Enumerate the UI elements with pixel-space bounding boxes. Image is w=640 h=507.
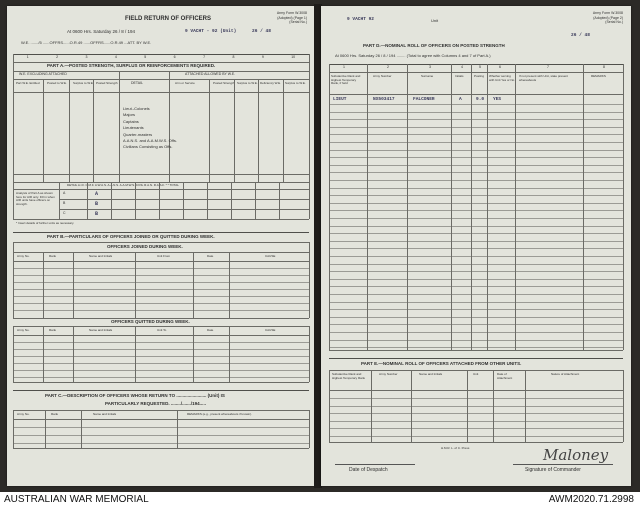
rule [13,219,309,220]
roll-row-line [329,309,623,310]
attached-allowed: ATTACHED ALLOWED BY W.E. [185,72,236,76]
rule [111,182,112,219]
hdr-surplus-2: Surplus to W.E. [237,81,258,85]
rule [13,232,309,233]
rule [13,363,309,364]
part-e-col-name: Name and Initials [419,372,443,376]
roll-row-line [329,271,623,272]
rule [159,182,160,219]
entry-initials: A [459,97,462,102]
roll-row-line [329,226,623,227]
rank-item: Lieutenants [123,125,144,131]
roll-row-line [329,332,623,333]
rule [93,79,94,182]
hdr-posted-strength: Posted Strength [96,81,118,85]
form-id-line-2: (Adopted) (Page 1) [277,15,307,20]
rule [43,79,44,182]
rule [13,182,14,219]
roll-row-line [329,150,623,151]
part-a-title: PART A.—POSTED STRENGTH, SURPLUS OR REINFORCEMENTS REQUIRED. [47,63,216,68]
hdr-surplus: Surplus to W.E. [73,81,94,85]
rule [13,289,309,290]
part-e-col-army-number: Army Number [379,372,398,376]
rule [13,54,14,182]
col-remarks: REMARKS [591,74,606,78]
part-d-date-line: At 0600 Hrs. Saturday 26 / 8 / 194 ........ (Total to agree with Columns 4 and 7 of Part A.) [335,53,491,58]
roll-row-line [329,203,623,204]
despatch-date-label: Date of Despatch [349,467,388,473]
part-b-title: PART B.—PARTICULARS OF OFFICERS JOINED OR QUITTED DURING WEEK. [47,234,215,239]
commander-signature: Maloney [543,446,609,464]
right-unit-label: Unit [431,18,439,23]
rule [309,54,310,182]
rule [229,326,230,382]
entry-rank: LIEUT [333,97,347,102]
hdr-detail: DETAIL [131,81,143,85]
rule [13,92,309,93]
rule [583,64,584,350]
rule [329,64,623,65]
joined-col-cause: CAUSE [265,254,276,258]
footer-left: AUSTRALIAN WAR MEMORIAL [4,494,149,505]
rule [258,79,259,182]
rule [13,242,14,318]
rule [231,182,232,219]
joined-col-date: Date [207,254,214,258]
rule [43,252,44,318]
col-surname: Surname [421,74,434,78]
unit-serial: 26 / 48 [252,29,271,34]
rule [13,382,309,383]
rule [329,370,623,371]
rule [329,64,330,350]
rule [309,326,310,382]
unit-line: 9 VACHT - 92 (Unit) [185,29,237,34]
roll-row-line [329,347,623,348]
analysis-label: Analysis of Part A as shown here for AIR only. Fill in when AIR units have officers on strength. [16,191,55,206]
roll-row-line [329,119,623,120]
rule [471,64,472,350]
rule [13,390,309,391]
rule [513,464,613,465]
right-serial: 26 / 48 [571,33,590,38]
rule [13,189,309,190]
roll-row-line [329,248,623,249]
rule [229,252,230,318]
rank-item: A.A.N.S. and A.A.M.W.S. Offs. [123,137,177,143]
col-whereabouts: If not present with Unit, state present whereabouts [519,74,568,82]
rule [13,349,309,350]
rule [59,199,309,200]
roll-row-line [329,233,623,234]
entry-serving: YES [493,97,502,102]
quitted-col-rank: Rank [49,328,57,332]
rule [329,390,623,391]
quitted-col-unit-to: Unit To [157,328,167,332]
rule [13,335,309,336]
part-e-col-unit: Unit [473,372,479,376]
joined-col-name: Name and Initials [89,254,113,258]
rule [87,182,88,219]
form-id-right [593,12,623,25]
rule [13,303,309,304]
rule [13,174,309,175]
form-id-line-3: (Serial No.) [605,20,623,24]
hdr-posted-strength-2: Posted Strength [213,81,235,85]
entry-posting: 9.0 [476,97,485,102]
right-page [321,6,631,486]
joined-col-unit-from: Unit From [157,254,171,258]
quitted-col-army-no: Army No. [17,328,30,332]
rule [13,252,309,253]
analysis-row-label: C [63,211,66,215]
analysis-mark: A [95,191,99,197]
rule [13,419,309,420]
roll-row-line [329,127,623,128]
rule [411,370,412,442]
we-line: W.E. ......./5 ......OFFRS......O.R.49 ......OFFRS......O.R.49 ...ATT. BY W.E. [21,40,152,45]
rule [13,282,309,283]
roll-row-line [329,188,623,189]
part-c-title: PART C.—DESCRIPTION OF OFFICERS WHOSE RETURN TO ........................ (Unit) IS [45,393,225,398]
roll-row-line [329,172,623,173]
rule [209,79,210,182]
roll-row-line [329,241,623,242]
rank-list [123,106,177,151]
rule [13,261,309,262]
quitted-col-name: Name and Initials [89,328,113,332]
roll-row-line [329,218,623,219]
rule [135,252,136,318]
rule [13,326,14,382]
col-initials: Initials [455,74,464,78]
rank-item: Lieut.-Colonels [123,106,150,111]
part-e-col-rank: Substantive Rank and Highest Temporary Rank [332,372,365,380]
entry-army-number: NX503417 [373,97,395,102]
rank-item: Majors [123,112,136,118]
right-unit: 9 VACHT 92 [347,17,375,22]
rule [309,242,310,318]
rule [73,326,74,382]
quitted-title: OFFICERS QUITTED DURING WEEK. [111,319,190,324]
rule [183,182,184,219]
rule [135,326,136,382]
rule [487,64,488,350]
col-rank: Substantive Rank and Highest Temporary Rank, if held [331,74,361,86]
roll-row-line [329,210,623,211]
roll-row-line [329,134,623,135]
joined-col-rank: Rank [49,254,57,258]
rule [493,370,494,442]
rule [13,435,309,436]
hdr-deficiency: Deficiency W.E. [260,81,282,85]
analysis-mark: B [95,211,99,217]
attach-row-line [329,436,623,437]
col-numbers-left: 1 2 3 4 5 6 7 8 9 10 [26,55,296,59]
rule [13,448,309,449]
signature-label: Signature of Commander [525,467,581,473]
rule [13,296,309,297]
col-posting: Posting [474,74,485,78]
roll-row-line [329,256,623,257]
rule [13,342,309,343]
roll-row-line [329,302,623,303]
rule [193,326,194,382]
rule [283,79,284,182]
rank-item: Quarter-masters [123,131,153,137]
rule [13,427,309,428]
col-number: 6 [499,65,501,69]
rule [13,268,309,269]
analysis-mark: B [95,201,99,207]
rule [234,79,235,182]
col-army-number: Army Number [373,74,392,78]
rule [335,464,415,465]
part-c-col-name: Name and Initials [93,412,117,416]
rule [59,209,309,210]
rank-item: Civilians Consisting as Offs. [123,144,173,150]
rule [59,182,60,219]
we-excluding-attached: W.E. EXCLUDING ATTACHED [19,72,67,76]
rule [13,310,309,311]
attach-row-line [329,428,623,429]
footer-right: AWM2020.71.2998 [548,494,634,505]
form-id-left [277,12,307,25]
rule [255,182,256,219]
rule [13,79,309,80]
form-id-line-1: Army Form W.3008 [592,11,623,15]
analysis-footnote: * Insert details of further units as necessary. [16,221,75,225]
part-e-col-date: Date of Attachment [497,372,513,380]
rank-item: Captains [123,118,139,124]
roll-row-line [329,294,623,295]
rule [623,64,624,350]
rule [623,370,624,442]
col-number: 4 [461,65,463,69]
hdr-arm-service: Arm or Service [175,81,195,85]
rule [13,356,309,357]
col-number: 3 [429,65,431,69]
part-c-subtitle: PARTICULARLY REQUESTED. ......../......./194..... [105,401,206,406]
date-line: At 0600 Hrs. Saturday 26 / 8 / 194 [67,29,136,34]
left-page [7,6,315,486]
rule [207,182,208,219]
part-c-col-remarks: REMARKS (e.g., present whereabouts if known). [187,412,253,416]
rule [309,182,310,219]
col-number: 1 [343,65,345,69]
rule [193,252,194,318]
rule [329,370,330,442]
rule [13,326,309,327]
roll-row-line [329,317,623,318]
rule [329,442,623,443]
rule [279,182,280,219]
roll-row-line [329,279,623,280]
attach-row-line [329,406,623,407]
form-title: FIELD RETURN OF OFFICERS [125,16,211,22]
rule [371,370,372,442]
roll-row-line [329,286,623,287]
part-d-title: PART D.—NOMINAL ROLL OF OFFICERS ON POSTED STRENGTH [363,43,505,48]
rule [329,72,623,73]
attach-row-line [329,421,623,422]
rule [119,71,120,182]
roll-row-line [329,195,623,196]
joined-title: OFFICERS JOINED DURING WEEK. [107,244,183,249]
rule [13,377,309,378]
rule [525,370,526,442]
rule [177,410,178,448]
joined-col-army-no: Army No. [17,254,30,258]
entry-surname: FALCONER [413,97,435,102]
hdr-posted: Posted to W.E. [47,81,67,85]
hdr-we-entitled: Part W.E. Entitled [16,81,40,85]
col-number: 5 [479,65,481,69]
part-e-title: PART E.—NOMINAL ROLL OF OFFICERS ATTACHED FROM OTHER UNITS. [361,361,522,366]
rule [367,64,368,350]
part-c-col-army-no: Army No. [17,412,30,416]
col-number: 8 [603,65,605,69]
quitted-col-date: Date [207,328,214,332]
rule [13,370,309,371]
roll-row-line [329,165,623,166]
rule [13,443,309,444]
rule [407,64,408,350]
rule [309,410,310,448]
rule [467,370,468,442]
col-number: 2 [387,65,389,69]
part-c-col-rank: Rank [51,412,59,416]
col-number: 7 [547,65,549,69]
col-serving: Whether serving with Unit Yes or No [489,74,515,82]
rule [13,410,14,448]
roll-row-line [329,180,623,181]
rule [135,182,136,219]
hdr-surplus-3: Surplus to W.E. [285,81,306,85]
rule [81,410,82,448]
roll-row-line [329,112,623,113]
rule [329,94,623,95]
attach-row-line [329,413,623,414]
part-e-col-nature: Nature of Attachment [551,372,580,376]
roll-row-line [329,264,623,265]
rule [451,64,452,350]
form-id-line-2: (Adopted) (Page 2) [593,15,623,20]
rule [73,252,74,318]
roll-row-line [329,324,623,325]
form-id-line-3: (Serial No.) [289,20,307,24]
rule [329,358,623,359]
rule [13,275,309,276]
roll-row-line [329,340,623,341]
rule [515,64,516,350]
roll-row-line [329,104,623,105]
printer-credit: H.M.R. L. of C. Press [441,446,470,450]
form-id-line-1: Army Form W.3008 [276,11,307,15]
roll-row-line [329,142,623,143]
rule [13,410,309,411]
rule [13,242,309,243]
analysis-row-label: A [63,191,66,195]
quitted-col-cause: CAUSE [265,328,276,332]
rule [43,326,44,382]
roll-row-line [329,157,623,158]
rule [69,79,70,182]
attach-row-line [329,398,623,399]
rule [329,350,623,351]
analysis-columns: DETAIL A.I.F. C.M.F. A.W.A.S. A.A.N.S. A.A.M.W.S. CIVIL R.A.N. R.A.A.F. * * TOTAL [67,183,179,187]
analysis-row-label: B [63,201,66,205]
rule [45,410,46,448]
